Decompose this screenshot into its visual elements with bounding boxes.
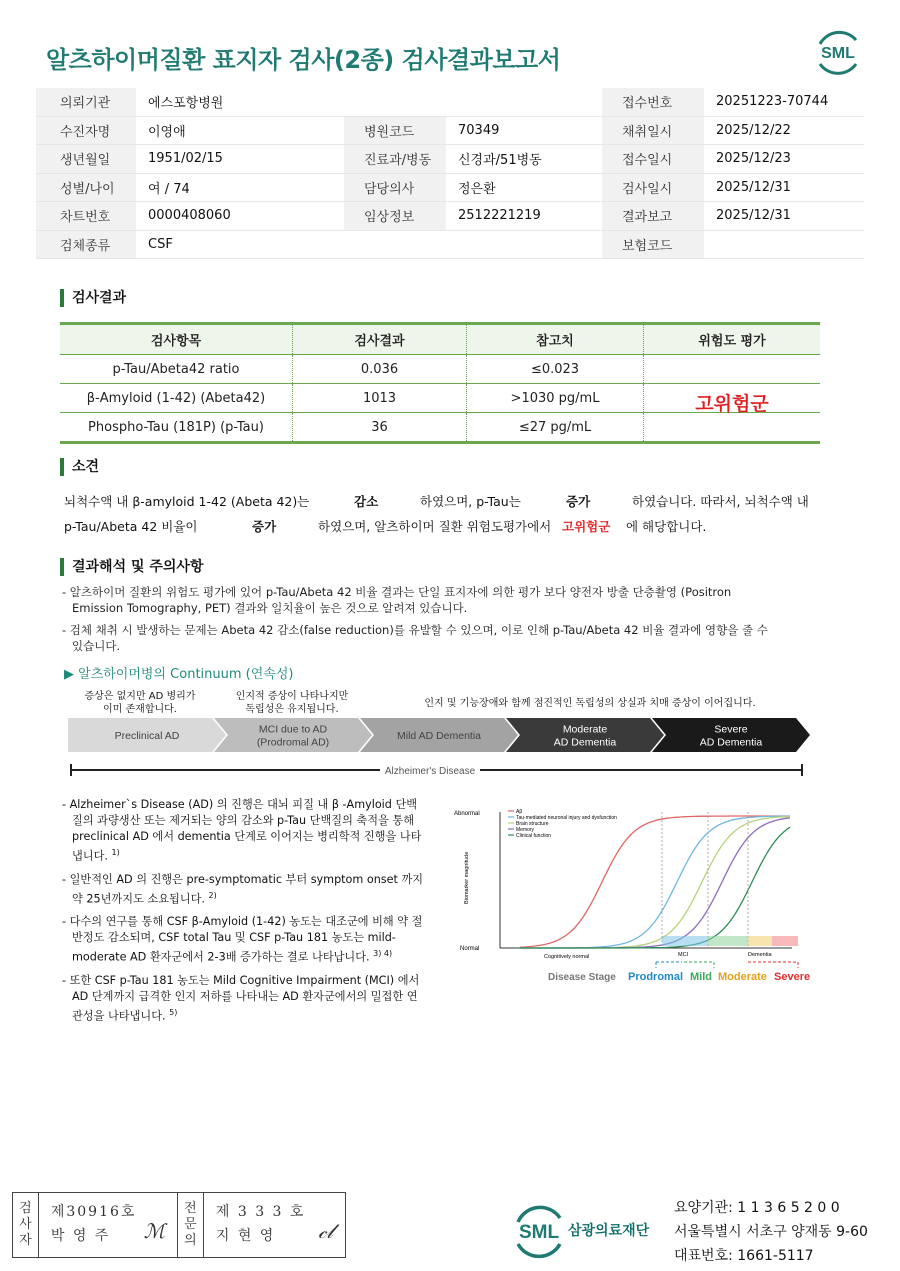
continuum-diagram xyxy=(68,718,814,784)
expert-block xyxy=(204,1193,345,1257)
stage-note-mci: 인지적 증상이 나타나지만 독립성은 유지됩니다. xyxy=(235,691,349,715)
info-label: 성별/나이 xyxy=(36,174,136,202)
footer-info xyxy=(674,1196,868,1268)
info-value: 20251223-70744 xyxy=(716,94,829,110)
finding-text: p-Tau/Abeta 42 비율이 xyxy=(64,519,198,534)
legend-label: Aβ xyxy=(516,809,523,815)
y-axis-title: Biomarker magnitude xyxy=(464,851,470,904)
note-item: - 일반적인 AD 의 진행은 pre-symptomatic 부터 symptom onset 까지 약 25년까지도 소요됩니다. $^{2)}$ xyxy=(62,872,424,906)
y-top-label: Abnormal xyxy=(454,811,480,817)
info-row xyxy=(36,174,864,203)
info-row xyxy=(36,88,864,117)
info-label: 검체종류 xyxy=(36,231,136,259)
info-value: 2025/12/31 xyxy=(716,208,791,224)
info-label: 차트번호 xyxy=(36,202,136,230)
disease-stage-label: Disease Stage xyxy=(548,972,616,983)
info-value: 2512221219 xyxy=(458,208,541,224)
header-risk: 위험도 평가 xyxy=(698,334,766,349)
disease-stage-moderate: Moderate xyxy=(718,971,767,983)
reference-mark: 3) 4) xyxy=(373,949,393,959)
info-value xyxy=(446,231,602,259)
tester-block xyxy=(39,1193,178,1257)
info-label xyxy=(344,231,446,259)
stage-band xyxy=(662,936,708,946)
x-label-normal: Cognitively normal xyxy=(544,954,590,960)
finding-keyword: 감소 xyxy=(354,494,379,509)
section-interpretation-heading: 결과해석 및 주의사항 xyxy=(60,558,203,576)
finding-keyword: 증가 xyxy=(566,494,591,509)
section-finding-heading: 소견 xyxy=(60,458,99,476)
y-bottom-label: Normal xyxy=(460,946,480,952)
info-value: 2025/12/31 xyxy=(716,179,791,195)
prodromal-bracket xyxy=(656,962,682,968)
finding-text: 하였습니다. 따라서, 뇌척수액 내 xyxy=(632,494,809,509)
patient-info-table xyxy=(36,88,864,259)
disease-span-label: Alzheimer's Disease xyxy=(384,766,476,777)
info-label: 담당의사 xyxy=(344,174,446,202)
info-value: 0000408060 xyxy=(148,208,231,224)
continuum-stage-label: Preclinical AD xyxy=(114,730,180,742)
result-value: 0.036 xyxy=(293,355,467,383)
info-value: 2025/12/23 xyxy=(716,151,791,167)
info-value: 70349 xyxy=(458,122,500,138)
legend-label: Memory xyxy=(516,827,535,833)
continuum-heading: ▶ 알츠하이머병의 Continuum (연속성) xyxy=(64,667,294,682)
info-value: 1951/02/15 xyxy=(148,151,223,167)
result-item: Phospho-Tau (181P) (p-Tau) xyxy=(60,413,293,441)
stage-band xyxy=(748,936,772,946)
continuum-stage-label: MCI due to AD xyxy=(258,723,328,736)
results-header-row xyxy=(60,325,820,355)
info-label: 보험코드 xyxy=(602,231,704,259)
disease-stage-severe: Severe xyxy=(774,971,811,983)
info-value: 이영애 xyxy=(148,124,186,140)
ad-progression-notes xyxy=(62,797,424,1032)
sml-logo xyxy=(812,26,864,78)
info-label: 결과보고 xyxy=(602,202,704,230)
stage-note-preclinical: 증상은 없지만 AD 병리가 이미 존재합니다. xyxy=(84,691,196,715)
info-label: 수진자명 xyxy=(36,117,136,145)
expert-signature: 𝒸𝓁 xyxy=(318,1219,334,1243)
note-item: - 검체 채취 시 발생하는 문제는 Abeta 42 감소(false reduction)를 유발할 수 있으며, 이로 인해 p-Tau/Abeta 42 비율 결과에 영향을 줄 수 있습니다. xyxy=(62,623,768,653)
info-label: 진료과/병동 xyxy=(344,145,446,173)
x-label-dementia: Dementia xyxy=(748,952,772,958)
info-value: 여 / 74 xyxy=(148,181,190,197)
footer-organization: 삼광의료재단 xyxy=(568,1223,650,1239)
tester-name: 박 영 주 xyxy=(50,1228,111,1244)
note-item: - 알츠하이머 질환의 위험도 평가에 있어 p-Tau/Abeta 42 비율 결과는 단일 표지자에 의한 평가 보다 양전자 방출 단층촬영 (Positron Emission Tomography, PET) 결과와 일치율이 높은 것으로 알려져 있습니다. xyxy=(62,585,732,615)
finding-text: 에 해당합니다. xyxy=(626,519,707,534)
header-result: 검사결과 xyxy=(293,325,467,354)
result-reference: ≤0.023 xyxy=(467,355,644,383)
finding-text: 하였으며, 알츠하이머 질환 위험도평가에서 xyxy=(318,519,552,534)
interpretation-notes xyxy=(62,584,782,660)
continuum-stage-label: (Prodromal AD) xyxy=(256,736,330,749)
legend-label: Clinical function xyxy=(516,833,552,839)
info-row xyxy=(36,145,864,174)
expert-name: 지 현 영 xyxy=(215,1228,276,1244)
header-reference: 참고치 xyxy=(467,325,644,354)
result-value: 36 xyxy=(293,413,467,441)
results-table xyxy=(60,322,820,444)
footer-phone: 대표번호: 1661-5117 xyxy=(674,1248,814,1264)
expert-license: 제 3 3 3 호 xyxy=(215,1204,306,1220)
legend-label: Brain structure xyxy=(516,821,549,827)
tester-signature: ℳ xyxy=(143,1219,166,1243)
risk-assessment: 고위험군 xyxy=(695,392,769,415)
legend-label: Tau-mediated neuronal injury and dysfunction xyxy=(516,815,617,821)
svg-text:SML: SML xyxy=(518,1222,560,1243)
report-title: 알츠하이머질환 표지자 검사(2종) 검사결과보고서 xyxy=(46,46,561,74)
biomarker-graph xyxy=(452,800,812,990)
biomarker-curve xyxy=(520,827,790,948)
result-reference: >1030 pg/mL xyxy=(467,384,644,412)
severe-bracket xyxy=(748,962,798,968)
continuum-stage-label: Severe xyxy=(714,723,748,736)
tester-license: 제30916호 xyxy=(50,1204,137,1220)
stage-band xyxy=(772,936,798,946)
reference-mark: 2) xyxy=(208,890,217,900)
info-label: 검사일시 xyxy=(602,174,704,202)
signature-box xyxy=(12,1192,346,1258)
section-results-heading: 검사결과 xyxy=(60,289,126,307)
info-value: 에스포항병원 xyxy=(148,96,224,112)
svg-text:SML: SML xyxy=(821,45,855,62)
info-label: 채취일시 xyxy=(602,117,704,145)
info-row xyxy=(36,117,864,146)
header-item: 검사항목 xyxy=(60,325,293,354)
result-reference: ≤27 pg/mL xyxy=(467,413,644,441)
note-item: - Alzheimer`s Disease (AD) 의 진행은 대뇌 피질 내 β -Amyloid 단백질의 과량생산 또는 제거되는 양의 감소와 p-Tau 단백질의 축적을 통해 preclinical AD 에서 dementia 단계로 이어지는 병리학적 진행을 나타냅니다. $^{1)}$ xyxy=(62,798,422,863)
footer-code: 요양기관: 1 1 3 6 5 2 0 0 xyxy=(674,1200,840,1216)
reference-mark: 1) xyxy=(111,848,120,857)
finding-text: 뇌척수액 내 β-amyloid 1-42 (Abeta 42)는 xyxy=(64,494,310,509)
biomarker-curve xyxy=(520,818,790,948)
finding-risk: 고위험군 xyxy=(562,519,611,534)
info-label: 병원코드 xyxy=(344,117,446,145)
info-value: 정은환 xyxy=(458,181,496,197)
result-item: β-Amyloid (1-42) (Abeta42) xyxy=(60,384,293,412)
info-row xyxy=(36,202,864,231)
info-value: 2025/12/22 xyxy=(716,122,791,138)
footer-sml-logo xyxy=(510,1202,568,1260)
info-value: 신경과/51병동 xyxy=(458,153,542,169)
expert-label: 전 문 의 xyxy=(178,1193,204,1257)
note-item: - 또한 CSF p-Tau 181 농도는 Mild Cognitive Impairment (MCI) 에서 AD 단계까지 급격한 인지 저하를 나타내는 AD 환자군에서의 밀접한 연관성을 나타냅니다. $^{5)}$ xyxy=(62,974,420,1023)
continuum-stage-label: Mild AD Dementia xyxy=(396,730,482,742)
tester-label: 검 사 자 xyxy=(13,1193,39,1257)
info-label: 접수일시 xyxy=(602,145,704,173)
info-label xyxy=(344,88,446,116)
stage-note-dementia: 인지 및 기능장애와 함께 점진적인 독립성의 상실과 치매 증상이 이어집니다. xyxy=(424,698,756,709)
note-item: - 다수의 연구를 통해 CSF β-Amyloid (1-42) 농도는 대조군에 비해 약 절반정도 감소되며, CSF total Tau 및 CSF p-Tau 181 농도는 mild-moderate AD 환자군에서 2-3배 증가하는 결로 나타납니다. $^{3) 4)}$ xyxy=(62,915,423,965)
stage-band xyxy=(708,936,748,946)
info-label: 의뢰기관 xyxy=(36,88,136,116)
result-item: p-Tau/Abeta42 ratio xyxy=(60,355,293,383)
finding-keyword: 증가 xyxy=(252,519,277,534)
continuum-stage-label: AD Dementia xyxy=(699,736,763,749)
disease-stage-mild: Mild xyxy=(690,971,712,983)
mild-bracket xyxy=(684,962,714,968)
info-row xyxy=(36,231,864,260)
info-value xyxy=(446,88,602,116)
info-label: 생년월일 xyxy=(36,145,136,173)
disease-stage-prodromal: Prodromal xyxy=(628,971,684,983)
finding-text: 하였으며, p-Tau는 xyxy=(420,494,521,509)
info-label: 임상정보 xyxy=(344,202,446,230)
x-label-mci: MCI xyxy=(678,952,689,958)
footer-address: 서울특별시 서초구 양재동 9-60 xyxy=(674,1224,868,1240)
continuum-stage-label: Moderate xyxy=(562,723,608,736)
info-value: CSF xyxy=(148,236,173,252)
reference-mark: 5) xyxy=(169,1008,178,1018)
continuum-stage-label: AD Dementia xyxy=(553,736,617,749)
info-label: 접수번호 xyxy=(602,88,704,116)
info-value xyxy=(704,231,864,259)
result-value: 1013 xyxy=(293,384,467,412)
